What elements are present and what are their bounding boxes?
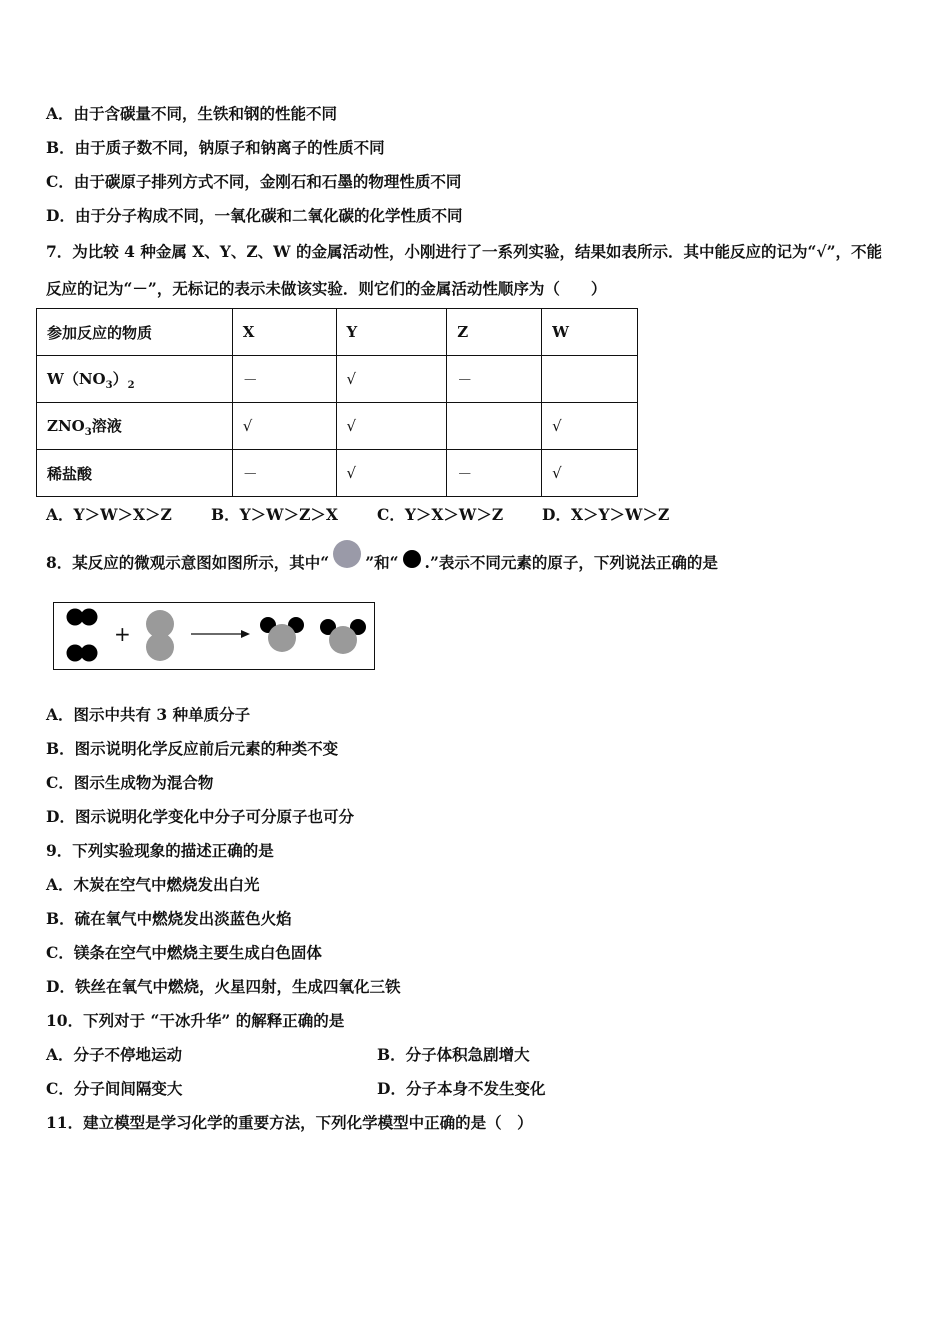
q7-option-a: A．Y＞W＞X＞Z	[46, 505, 172, 524]
table-header-row	[37, 309, 638, 356]
table-cell: √	[336, 403, 447, 450]
row-label: 稀盐酸	[37, 450, 233, 497]
table-cell: √	[336, 356, 447, 403]
q7-stem-line1: 7．为比较 4 种金属 X、Y、Z、W 的金属活动性，小刚进行了一系列实验，结果如表所示．其中能反应的记为“√”，不能	[46, 242, 882, 261]
q8-stem	[46, 548, 718, 576]
q8-option-a: A．图示中共有 3 种单质分子	[46, 705, 251, 724]
q9-option-b: B．硫在氧气中燃烧发出淡蓝色火焰	[46, 909, 292, 928]
reaction-arrow-head	[241, 630, 250, 638]
table-cell: √	[232, 403, 336, 450]
q8-stem-part3: .”表示不同元素的原子，下列说法正确的是	[424, 553, 718, 572]
q8-stem-part1: 8．某反应的微观示意图如图所示，其中“	[46, 553, 330, 572]
table-header-cell: 参加反应的物质	[37, 309, 233, 356]
reaction-diagram	[53, 602, 375, 670]
q10-option-c: C．分子间间隔变大	[46, 1079, 183, 1098]
q6-option-d: D．由于分子构成不同，一氧化碳和二氧化碳的化学性质不同	[46, 206, 463, 225]
table-cell: √	[542, 450, 638, 497]
black-atom	[81, 609, 98, 626]
q10-option-a: A．分子不停地运动	[46, 1045, 183, 1064]
table-cell: －	[232, 356, 336, 403]
q8-option-d: D．图示说明化学变化中分子可分原子也可分	[46, 807, 354, 826]
gray-atom	[329, 626, 357, 654]
q10-options-row2	[46, 1077, 546, 1099]
q8-stem-part2: ”和“	[365, 553, 399, 572]
table-cell: －	[447, 450, 542, 497]
q10-options-row1	[46, 1043, 530, 1065]
gray-atom	[268, 624, 296, 652]
gray-atom-icon	[333, 540, 361, 568]
table-row	[37, 450, 638, 497]
q6-option-c: C．由于碳原子排列方式不同，金刚石和石墨的物理性质不同	[46, 172, 462, 191]
q7-option-d: D．X＞Y＞W＞Z	[542, 505, 670, 524]
table-cell: √	[542, 403, 638, 450]
q7-stem-line2: 反应的记为“－”，无标记的表示未做该实验．则它们的金属活动性顺序为（ ）	[46, 279, 607, 298]
row-label: $ZNO_3$溶液	[37, 403, 233, 450]
row-label: $W(NO_3)_2$	[37, 356, 233, 403]
metal-activity-table	[36, 308, 638, 497]
table-cell: －	[232, 450, 336, 497]
q9-option-a: A．木炭在空气中燃烧发出白光	[46, 875, 260, 894]
q8-option-c: C．图示生成物为混合物	[46, 773, 214, 792]
q7-option-b: B．Y＞W＞Z＞X	[211, 505, 338, 524]
black-atom	[81, 645, 98, 662]
table-header-cell: W	[542, 309, 638, 356]
q7-option-c: C．Y＞X＞W＞Z	[377, 505, 504, 524]
gray-atom	[146, 633, 174, 661]
q6-option-b: B．由于质子数不同，钠原子和钠离子的性质不同	[46, 138, 385, 157]
q8-option-b: B．图示说明化学反应前后元素的种类不变	[46, 739, 339, 758]
q9-option-d: D．铁丝在氧气中燃烧，火星四射，生成四氧化三铁	[46, 977, 401, 996]
black-atom-icon	[403, 550, 421, 568]
table-row	[37, 403, 638, 450]
q7-options	[46, 503, 669, 525]
table-cell	[447, 403, 542, 450]
table-cell: √	[336, 450, 447, 497]
table-header-cell: Y	[336, 309, 447, 356]
plus-sign: +	[114, 622, 131, 646]
reaction-diagram-svg	[54, 603, 374, 669]
q9-option-c: C．镁条在空气中燃烧主要生成白色固体	[46, 943, 322, 962]
q9-stem: 9．下列实验现象的描述正确的是	[46, 841, 274, 860]
q10-option-d: D．分子本身不发生变化	[377, 1079, 546, 1098]
table-header-cell: Z	[447, 309, 542, 356]
q6-option-a: A．由于含碳量不同，生铁和钢的性能不同	[46, 104, 338, 123]
table-header-cell: X	[232, 309, 336, 356]
table-row	[37, 356, 638, 403]
table-cell	[542, 356, 638, 403]
table-cell: －	[447, 356, 542, 403]
q11-stem: 11．建立模型是学习化学的重要方法，下列化学模型中正确的是（ ）	[46, 1113, 533, 1132]
q10-stem: 10．下列对于 “干冰升华” 的解释正确的是	[46, 1011, 345, 1030]
q10-option-b: B．分子体积急剧增大	[377, 1045, 530, 1064]
